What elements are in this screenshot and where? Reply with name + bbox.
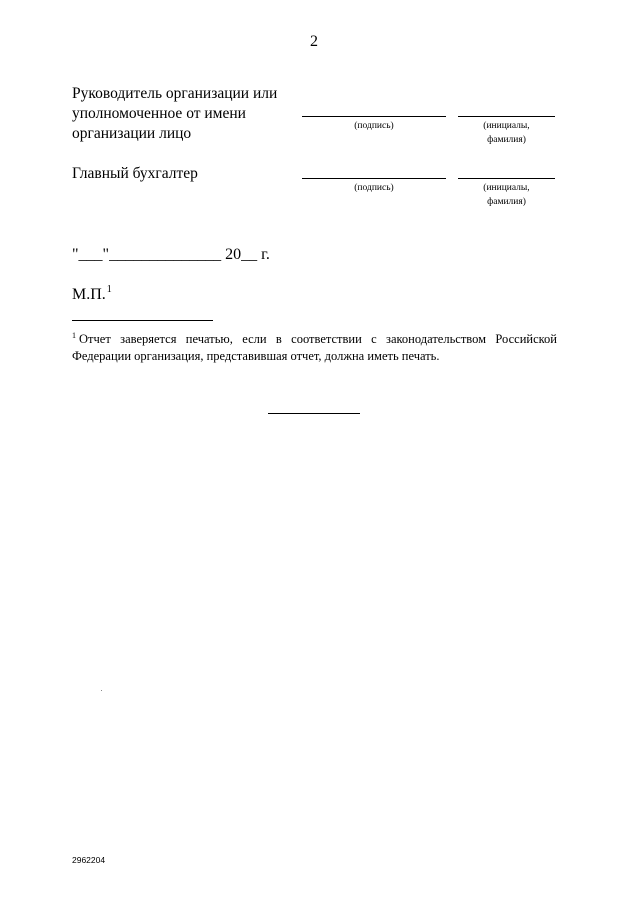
accountant-initials-line[interactable]	[458, 178, 555, 179]
accountant-initials-caption-line: (инициалы,	[483, 183, 530, 193]
stamp-text: М.П.	[72, 286, 106, 303]
footnote-separator	[72, 320, 213, 321]
document-code: 2962204	[72, 855, 106, 865]
end-divider	[268, 413, 360, 414]
accountant-signature-line[interactable]	[302, 178, 446, 179]
head-role-label	[72, 84, 277, 144]
footnote	[72, 327, 557, 365]
accountant-role-line: Главный бухгалтер	[72, 165, 198, 182]
head-signature-caption: (подпись)	[354, 121, 394, 131]
head-initials-line[interactable]	[458, 116, 555, 117]
footnote-marker: 1	[72, 331, 76, 340]
head-role-line: организации лицо	[72, 125, 192, 142]
head-role-line: Руководитель организации или	[72, 85, 278, 102]
stamp-label	[72, 284, 112, 304]
accountant-signature-caption: (подпись)	[354, 183, 394, 193]
head-initials-caption-line: фамилия)	[487, 135, 526, 145]
accountant-initials-caption-line: фамилия)	[487, 197, 526, 207]
head-initials-caption	[458, 119, 555, 147]
footnote-ref[interactable]: 1	[106, 284, 112, 295]
date-line[interactable]: "___"______________ 20__ г.	[72, 246, 270, 263]
scan-dot	[101, 690, 102, 691]
accountant-role-label	[72, 164, 198, 184]
head-initials-caption-line: (инициалы,	[483, 121, 530, 131]
head-signature-line[interactable]	[302, 116, 446, 117]
accountant-initials-caption	[458, 181, 555, 209]
page-number: 2	[310, 33, 318, 50]
footnote-text: Отчет заверяется печатью, если в соответствии с законодательством Российской Федерации организация, представившая отчет, должна иметь печать.	[72, 332, 557, 363]
head-role-line: уполномоченное от имени	[72, 105, 246, 122]
